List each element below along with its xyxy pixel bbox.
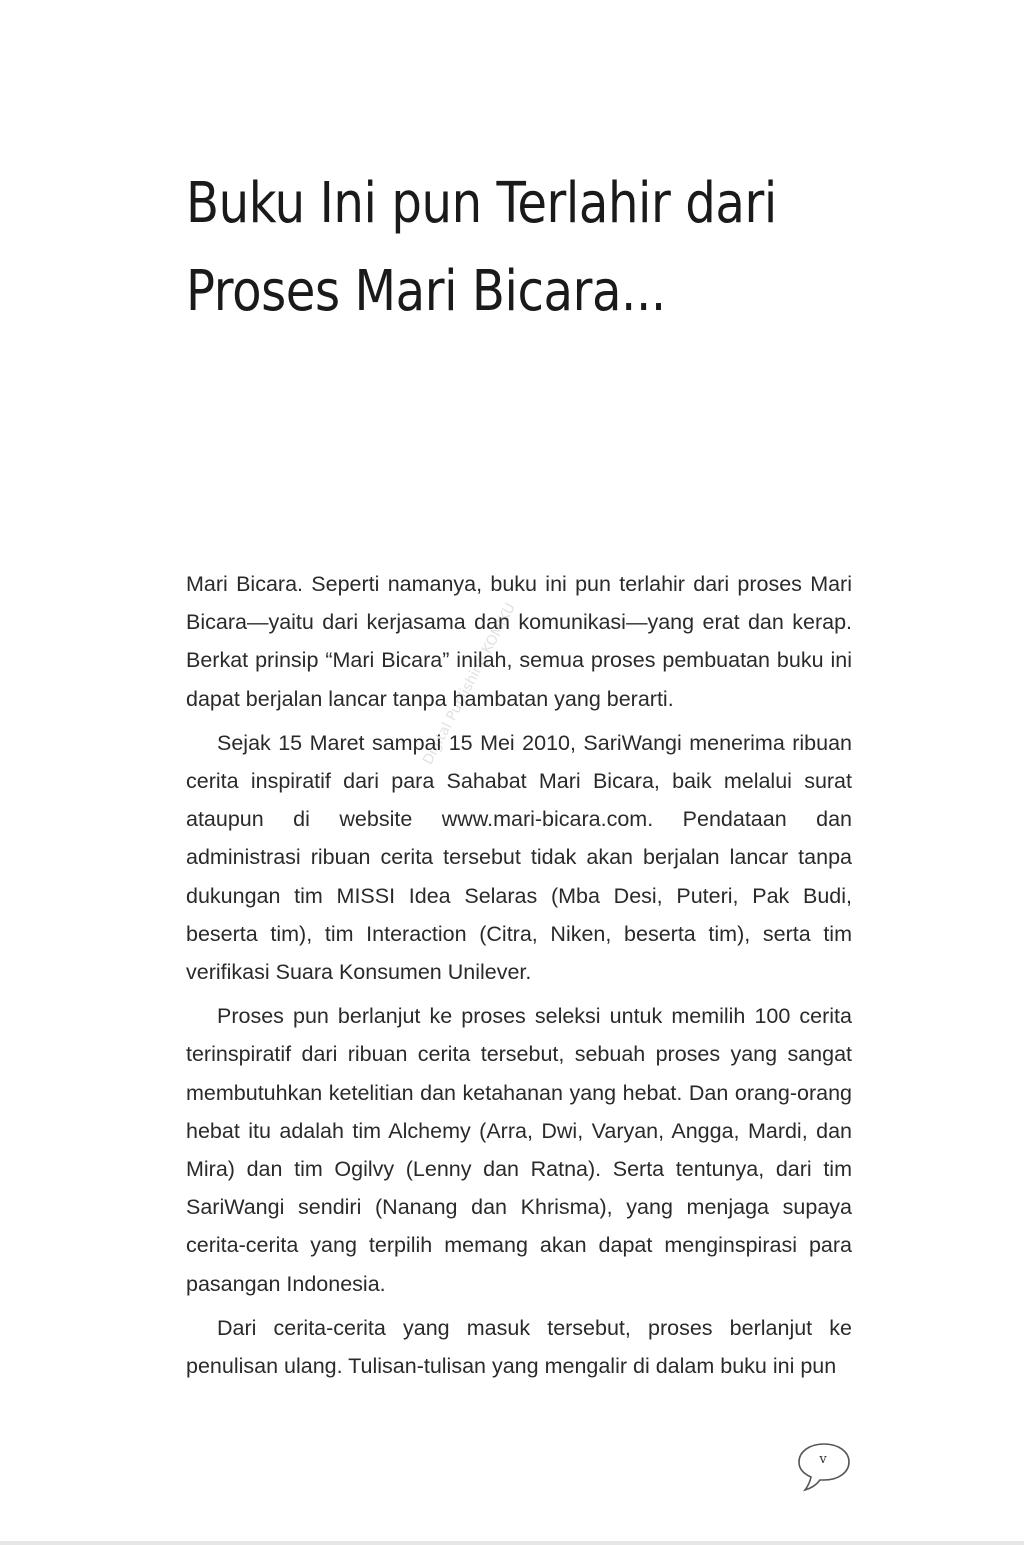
watermark: Digital Publishing KOMIKU: [420, 600, 519, 768]
paragraph-1: Mari Bicara. Seperti namanya, buku ini pun terlahir dari proses Mari Bicara—yaitu dari kerjasama dan komunikasi—yang erat dan kerap. Berkat prinsip “Mari Bicara” inilah, semua proses pembuatan buku ini dapat berjalan lancar tanpa hambatan yang berarti.: [186, 572, 852, 711]
page-number: v: [819, 1452, 827, 1467]
speech-bubble-icon: [796, 1440, 852, 1496]
chapter-title: [186, 160, 788, 336]
chapter-title-line-2: Proses Mari Bicara...: [186, 259, 666, 324]
page-bottom-edge: [0, 1541, 1024, 1545]
paragraph-4: Dari cerita-cerita yang masuk tersebut, proses berlanjut ke penulisan ulang. Tulisan-tulisan yang mengalir di dalam buku ini pun: [186, 1315, 852, 1379]
chapter-title-line-1: Buku Ini pun Terlahir dari: [186, 171, 777, 236]
paragraph-2: Sejak 15 Maret sampai 15 Mei 2010, SariWangi menerima ribuan cerita inspiratif dari para Sahabat Mari Bicara, baik melalui surat ataupun di website www.mari-bicara.com. Pendataan dan administrasi ribuan cerita tersebut tidak akan berjalan lancar tanpa dukungan tim MISSI Idea Selaras (Mba Desi, Puteri, Pak Budi, beserta tim), tim Interaction (Citra, Niken, beserta tim), serta tim verifikasi Suara Konsumen Unilever.: [186, 730, 852, 985]
body-text: [186, 565, 852, 1385]
paragraph-3: Proses pun berlanjut ke proses seleksi untuk memilih 100 cerita terinspiratif dari ribuan cerita tersebut, sebuah proses yang sangat membutuhkan ketelitian dan ketahanan yang hebat. Dan orang-orang hebat itu adalah tim Alchemy (Arra, Dwi, Varyan, Angga, Mardi, dan Mira) dan tim Ogilvy (Lenny dan Ratna). Serta tentunya, dari tim SariWangi sendiri (Nanang dan Khrisma), yang menjaga supaya cerita-cerita yang terpilih memang akan dapat menginspirasi para pasangan Indonesia.: [186, 1004, 852, 1296]
